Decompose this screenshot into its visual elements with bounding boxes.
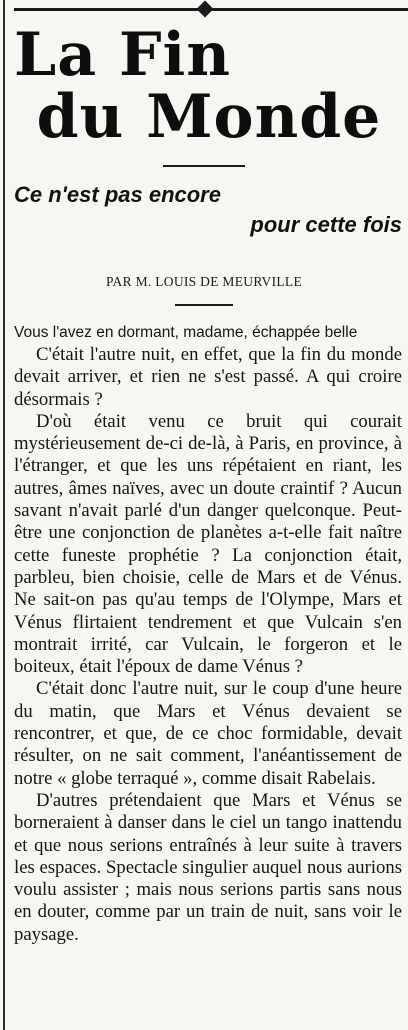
column-rule: [3, 0, 5, 1030]
headline-line-2: du Monde: [36, 82, 382, 152]
paragraph-4: D'autres prétendaient que Mars et Vénus se borneraient à danser dans le ciel un tango inattendu et que nous serions entraînés à leur suite à travers les espaces. Spectacle singulier auquel nous aurions voulu assister ; mais nous serions partis sans nous en douter, comme par un train de nuit, sans voir le paysage.: [14, 789, 402, 945]
headline-divider: [163, 165, 245, 167]
headline-line-1: La Fin: [14, 20, 231, 90]
paragraph-3: C'était donc l'autre nuit, sur le coup d'une heure du matin, que Mars et Vénus devaient se rencontrer, et que, de ce choc formidable, devait résulter, on ne sait comment, l'anéantissement de notre « globe terraqué », comme disait Rabelais.: [14, 678, 402, 789]
byline: PAR M. LOUIS DE MEURVILLE: [105, 274, 303, 289]
paragraph-1: C'était l'autre nuit, en effet, que la fin du monde devait arriver, et rien ne s'est passé. A qui croire désormais ?: [14, 344, 402, 410]
subtitle-line-2: pour cette fois: [250, 212, 402, 237]
paragraph-2: D'où était venu ce bruit qui courait mystérieusement de-ci de-là, à Paris, en province, à l'étranger, et que les uns répétaient en riant, les autres, âmes naïves, avec un doute craintif ? Aucun savant n'avait parlé d'un danger quelconque. Peut-être une conjonction de planètes a-t-elle fait naître cette funeste prophétie ? La conjonction était, parbleu, bien choisie, celle de Mars et de Vénus. Ne sait-on pas qu'au temps de l'Olympe, Mars et Vénus flirtaient tendrement et que Vulcain s'en montrait irrité, car Vulcain, le forgeron et le boiteux, était l'époux de dame Vénus ?: [14, 410, 402, 678]
article-body: [14, 322, 402, 946]
byline-divider: [175, 304, 233, 306]
diamond-ornament-icon: [197, 1, 214, 18]
subtitle-line-1: Ce n'est pas encore: [14, 182, 221, 207]
lead-line: Vous l'avez en dormant, madame, échappée belle: [14, 324, 358, 341]
